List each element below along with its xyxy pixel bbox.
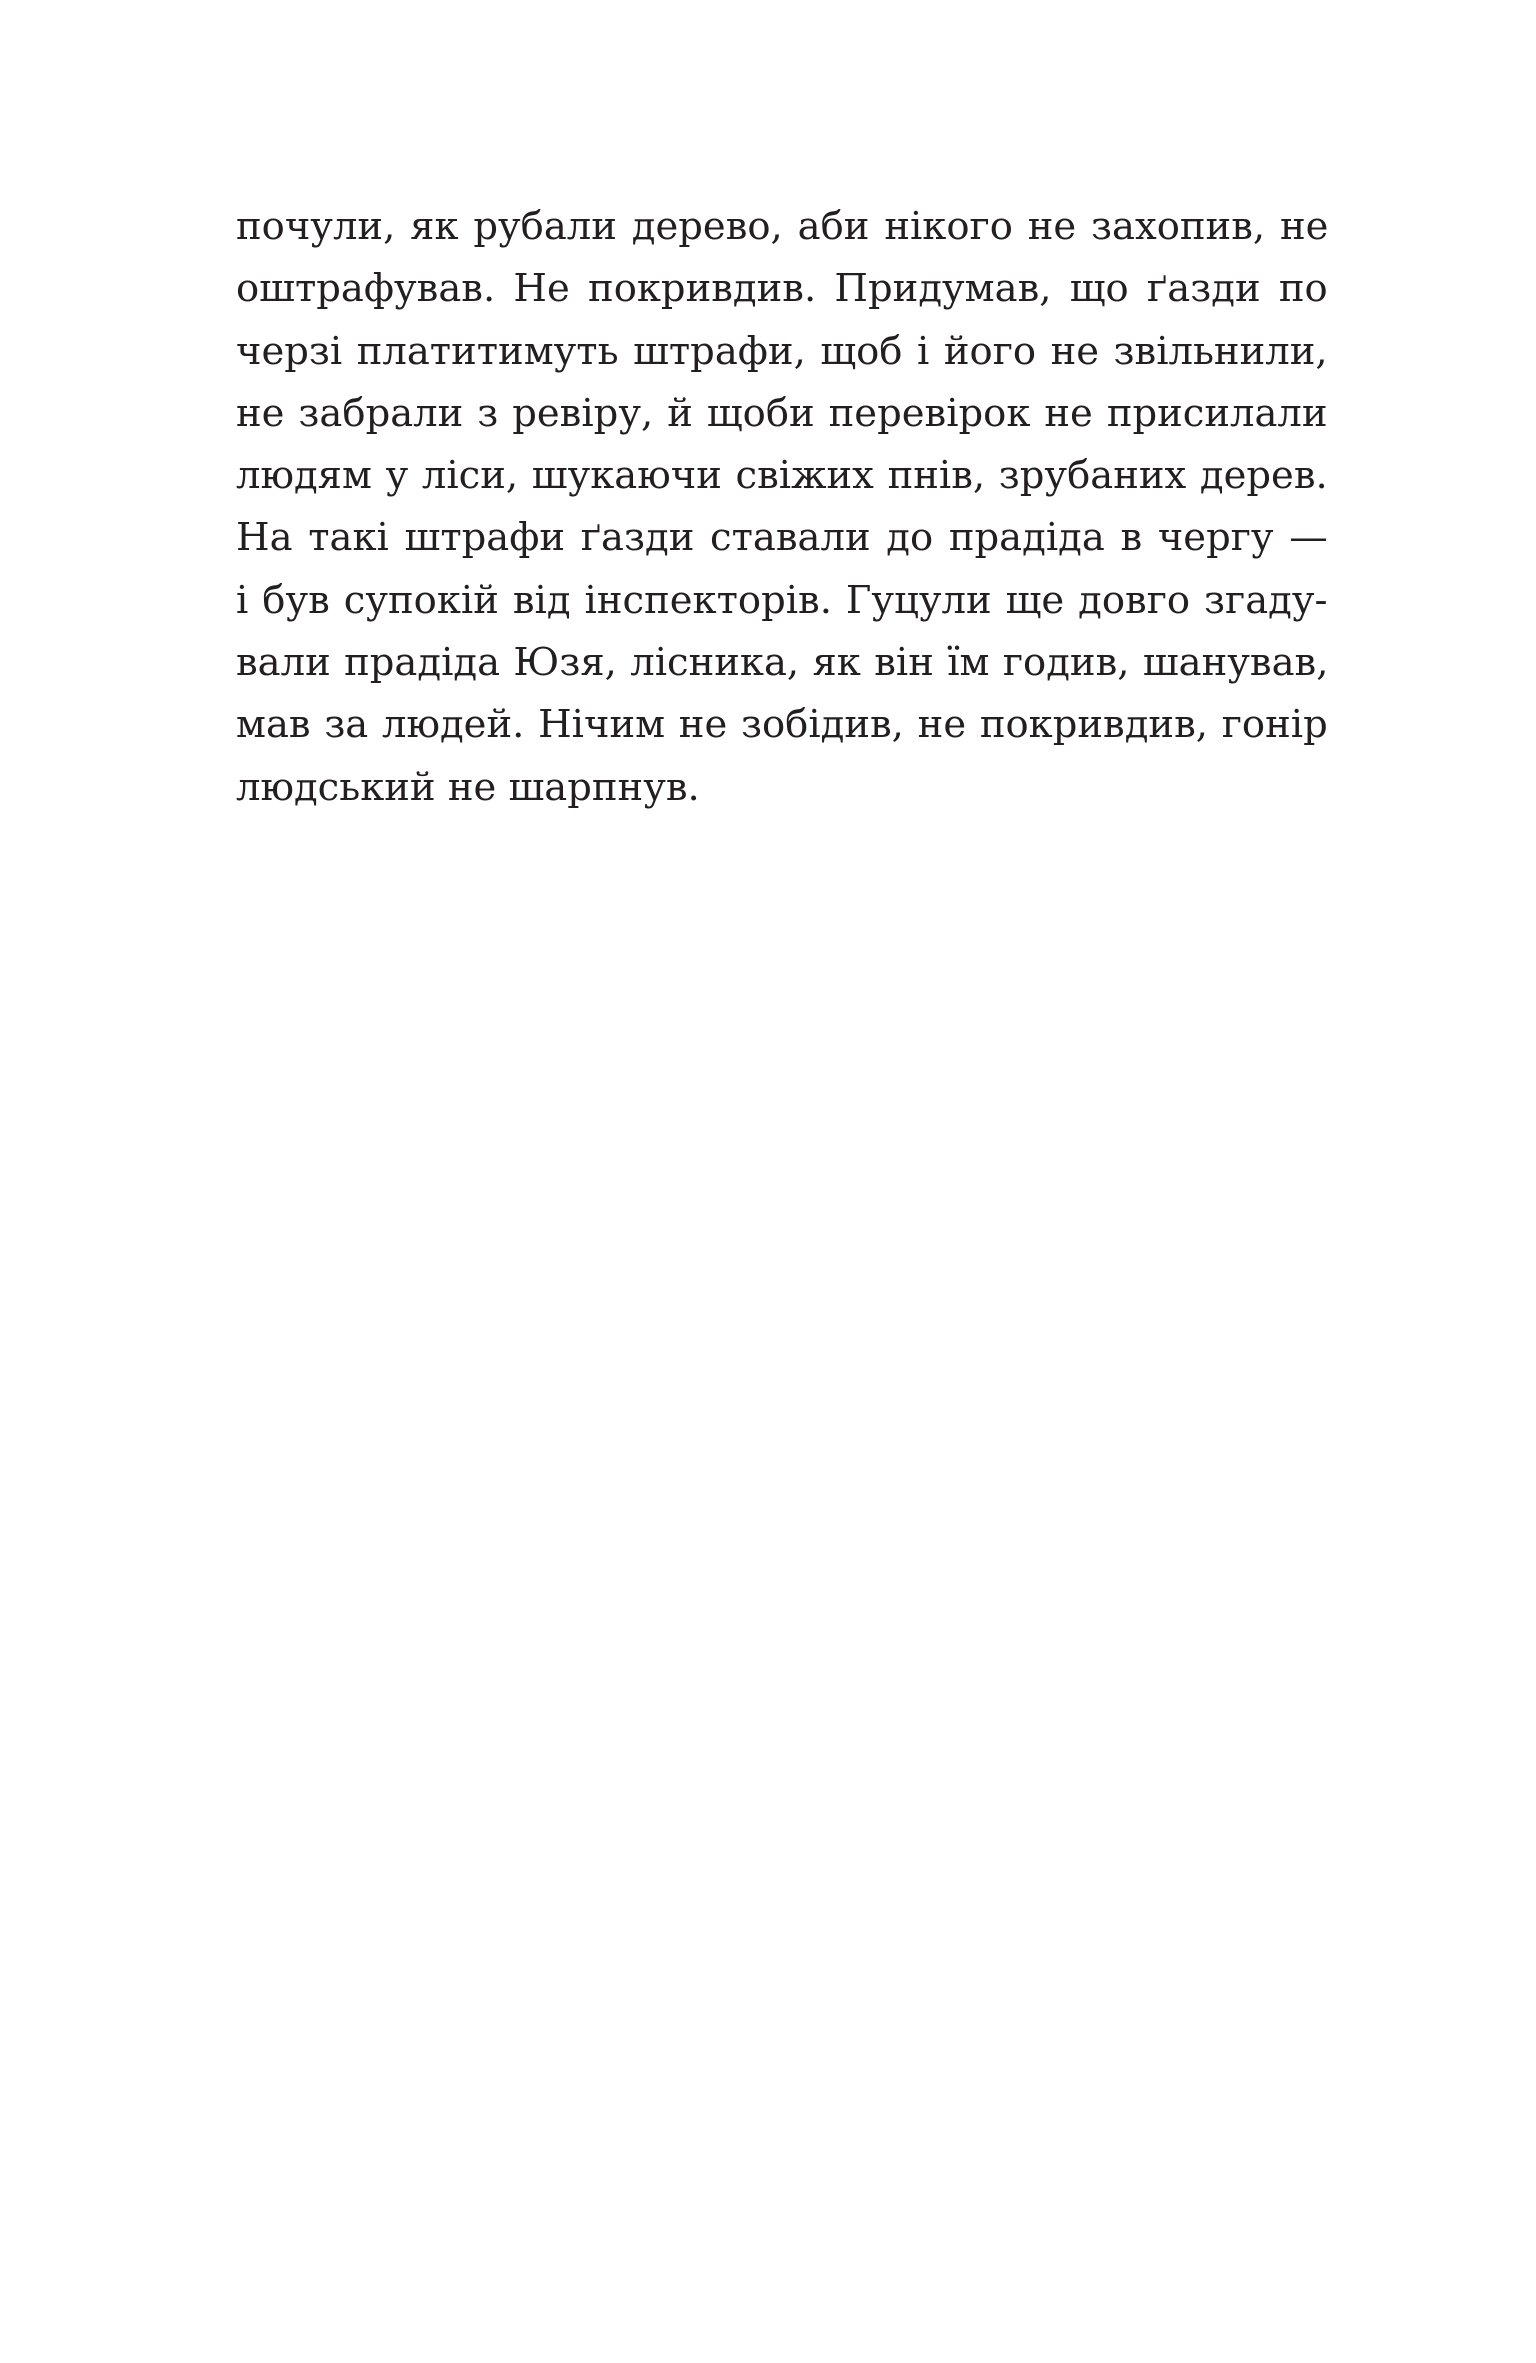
- text-line: оштрафував. Не покривдив. Придумав, що ґазди по: [236, 266, 1328, 312]
- text-line: не забрали з ревіру, й щоби перевірок не присилали: [236, 390, 1328, 436]
- text-line: людям у ліси, шукаючи свіжих пнів, зрубаних дерев.: [236, 453, 1328, 499]
- text-line: почули, як рубали дерево, аби нікого не захопив, не: [236, 204, 1329, 249]
- text-line-last: людський не шарпнув.: [236, 764, 700, 810]
- text-line: вали прадіда Юзя, лісника, як він їм годив, шанував,: [236, 640, 1329, 686]
- body-text: [236, 196, 1328, 819]
- text-line: мав за людей. Нічим не зобідив, не покривдив, гонір: [236, 702, 1328, 748]
- text-line: На такі штрафи ґазди ставали до прадіда в чергу —: [236, 515, 1328, 561]
- text-line: черзі платитимуть штрафи, щоб і його не звільнили,: [236, 328, 1328, 374]
- text-line: і був супокій від інспекторів. Гуцули ще довго згаду-: [236, 577, 1328, 623]
